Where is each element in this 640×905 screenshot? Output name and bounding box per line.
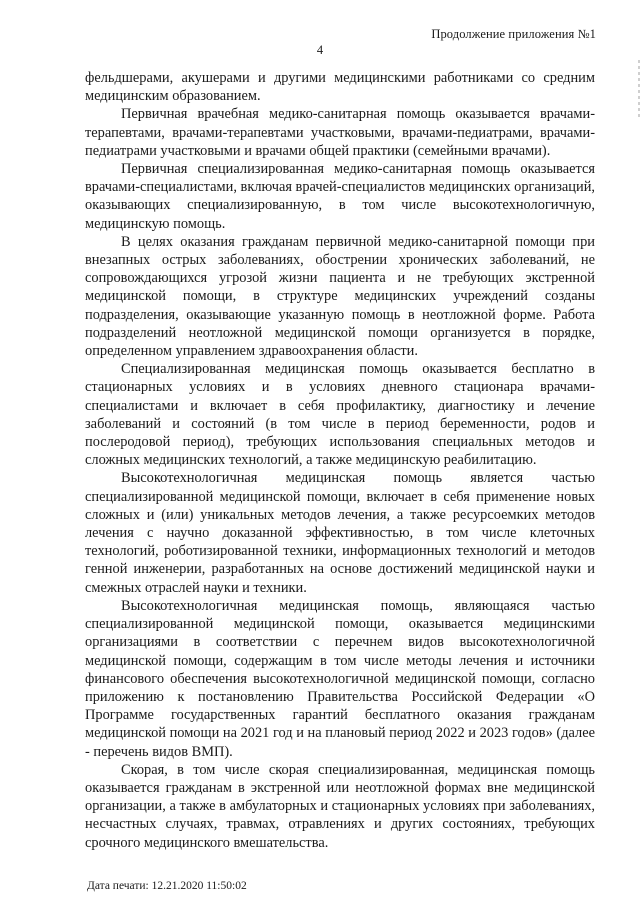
paragraph-primary-care: Первичная врачебная медико-санитарная помощь оказывается врачами-терапевтами, врачами-терапевтами участковыми, врачами-педиатрами, врачами-педиатрами участковыми и врачами общей практики (семейными врачами). [85,106,595,159]
document-body [85,69,595,852]
paragraph-emergency-care: Скорая, в том числе скорая специализированная, медицинская помощь оказывается гражданам в экстренной или неотложной формах вне медицинской организации, а также в амбулаторных и стационарных условиях при заболеваниях, несчастных случаях, травмах, отравлениях и других состояниях, требующих срочного медицинского вмешательства. [85,761,595,851]
paragraph-urgent-care: В целях оказания гражданам первичной медико-санитарной помощи при внезапных острых заболеваниях, обострении хронических заболеваний, не сопровождающихся угрозой жизни пациента и не требующих экстренной медицинской помощи, в структуре медицинских учреждений созданы подразделения, оказывающие указанную помощь в неотложной форме. Работа подразделений неотложной медицинской помощи организуется в порядке, определенном управлением здравоохранения области. [85,233,595,360]
page-number: 4 [316,43,324,57]
appendix-continuation-note: Продолжение приложения №1 [431,27,596,41]
paragraph-specialized-care: Специализированная медицинская помощь оказывается бесплатно в стационарных условиях и в условиях дневного стационара врачами-специалистами и включает в себя профилактику, диагностику и лечение заболеваний и состояний (в том числе в период беременности, родов и послеродовой период), требующих использования специальных методов и сложных медицинских технологий, а также медицинскую реабилитацию. [85,361,595,469]
paragraph-primary-specialized-care: Первичная специализированная медико-санитарная помощь оказывается врачами-специалистами, включая врачей-специалистов медицинских организаций, оказывающих специализированную, в том числе высокотехнологичную, медицинскую помощь. [85,161,595,232]
paragraph-continuation: фельдшерами, акушерами и другими медицинскими работниками со средним медицинским образованием. [85,70,595,105]
paragraph-high-tech-care: Высокотехнологичная медицинская помощь является частью специализированной медицинской помощи, включает в себя применение новых сложных и (или) уникальных методов лечения, а также ресурсоемких методов лечения с научно доказанной эффективностью, в том числе клеточных технологий, роботизированной техники, информационных технологий и методов генной инженерии, разработанных на основе достижений медицинской науки и смежных отраслей науки и техники. [85,470,595,596]
print-date: Дата печати: 12.21.2020 11:50:02 [87,880,247,892]
paragraph-high-tech-care-list: Высокотехнологичная медицинская помощь, являющаяся частью специализированной медицинской помощи, оказывается медицинскими организациями в соответствии с перечнем видов высокотехнологичной медицинской помощи, содержащим в том числе методы лечения и источники финансового обеспечения высокотехнологичной медицинской помощи, согласно приложению к постановлению Правительства Российской Федерации «О Программе государственных гарантий бесплатного оказания гражданам медицинской помощи на 2021 год и на плановый период 2022 и 2023 годов» (далее - перечень видов ВМП). [85,597,595,760]
